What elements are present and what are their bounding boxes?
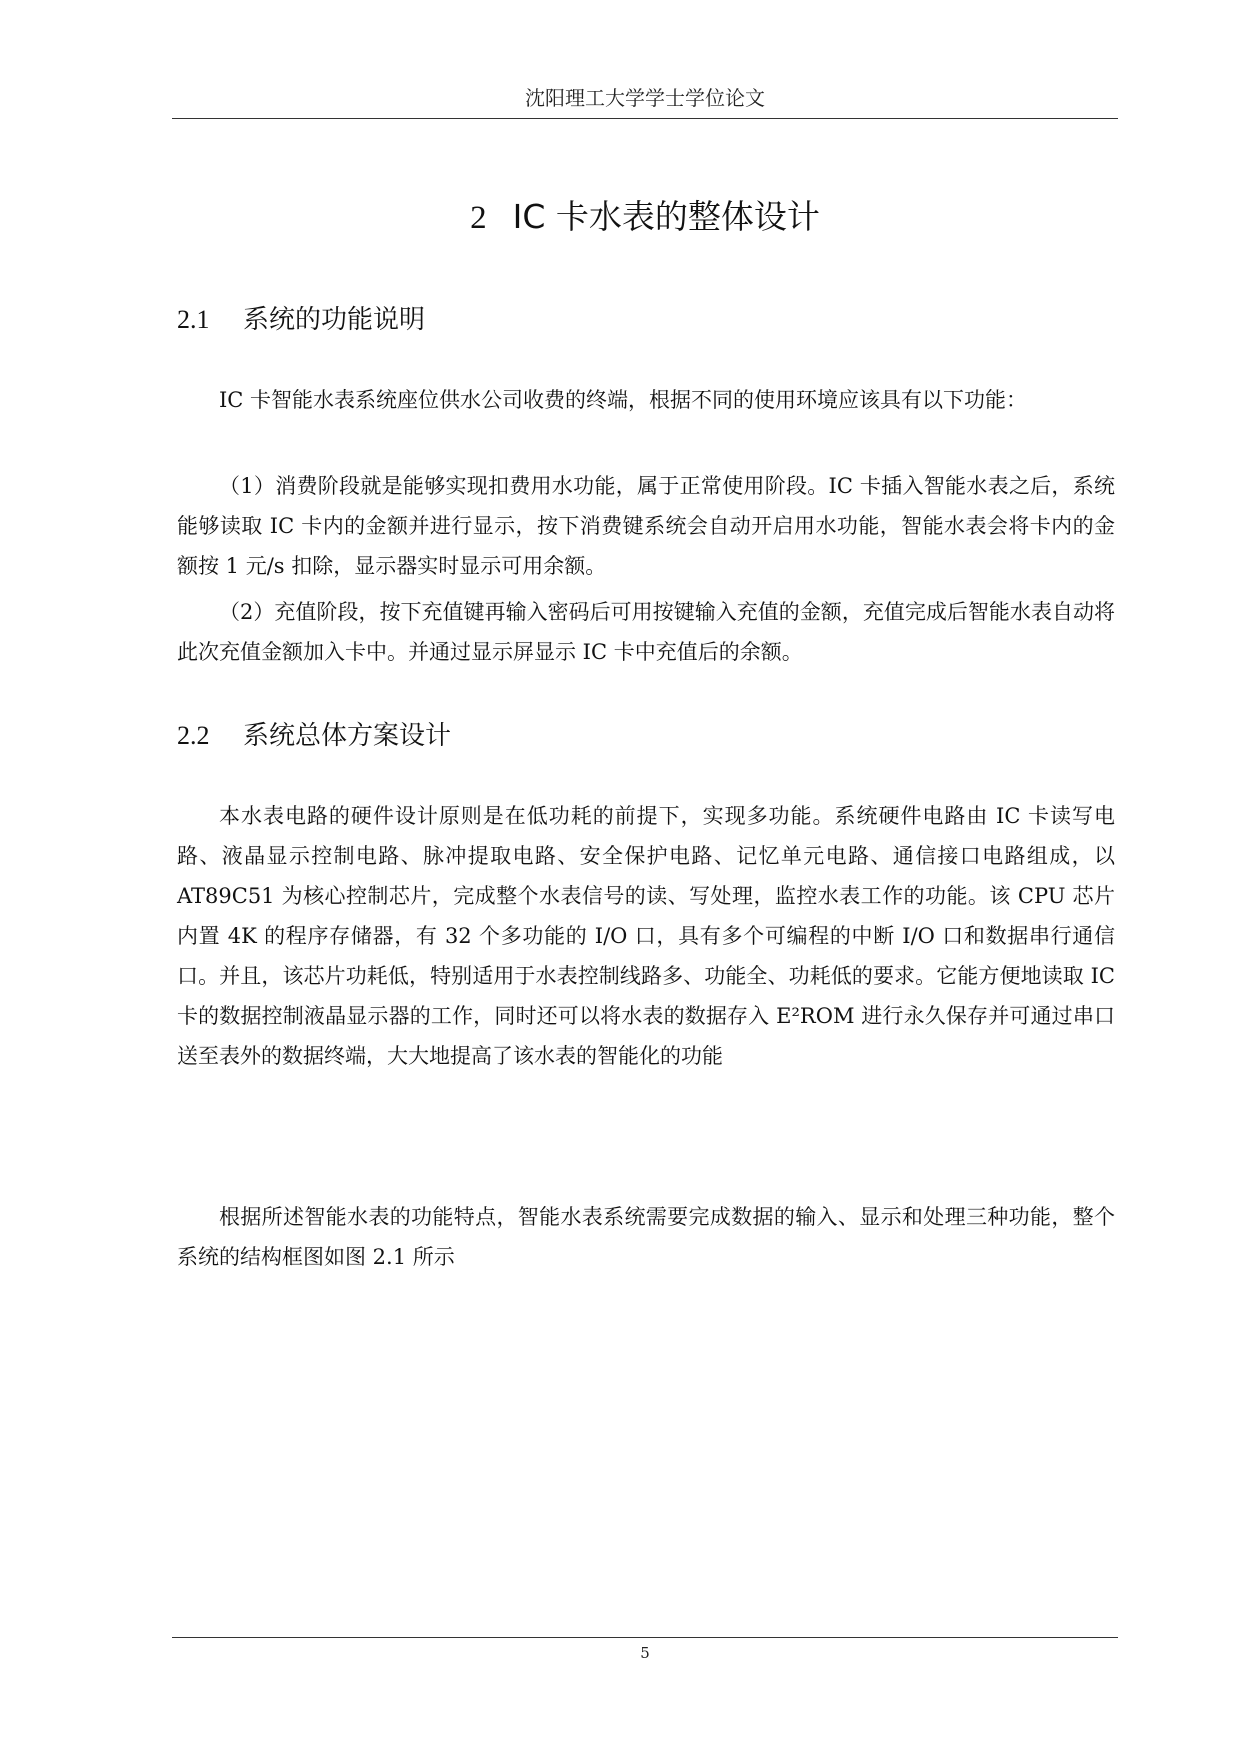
- section-title: 系统总体方案设计: [243, 721, 452, 751]
- section-number: 2.1: [177, 305, 210, 334]
- section-number: 2.2: [177, 721, 210, 750]
- paragraph: （1）消费阶段就是能够实现扣费用水功能，属于正常使用阶段。IC 卡插入智能水表之后，系统能够读取 IC 卡内的金额并进行显示，按下消费键系统会自动开启用水功能，智能水表会将卡内的金额按 1 元/s 扣除，显示器实时显示可用余额。: [177, 474, 1115, 578]
- chapter-title-text: IC 卡水表的整体设计: [512, 197, 820, 236]
- section-heading-2-1: [177, 302, 425, 338]
- page-number: 5: [640, 1644, 650, 1662]
- section-heading-2-2: [177, 718, 451, 754]
- paragraph: 本水表电路的硬件设计原则是在低功耗的前提下，实现多功能。系统硬件电路由 IC 卡读写电路、液晶显示控制电路、脉冲提取电路、安全保护电路、记忆单元电路、通信接口电路组成，以 AT89C51 为核心控制芯片，完成整个水表信号的读、写处理，监控水表工作的功能。该 CPU 芯片内置 4K 的程序存储器，有 32 个多功能的 I/O 口，具有多个可编程的中断 I/O 口和数据串行通信口。并且，该芯片功耗低，特别适用于水表控制线路多、功能全、功耗低的要求。它能方便地读取 IC 卡的数据控制液晶显示器的工作，同时还可以将水表的数据存入 E²ROM 进行永久保存并可通过串口送至表外的数据终端，大大地提高了该水表的智能化的功能: [177, 804, 1115, 1068]
- section-title: 系统的功能说明: [243, 305, 426, 335]
- paragraph: （2）充值阶段，按下充值键再输入密码后可用按键输入充值的金额，充值完成后智能水表自动将此次充值金额加入卡中。并通过显示屏显示 IC 卡中充值后的余额。: [177, 600, 1115, 664]
- paragraph: IC 卡智能水表系统座位供水公司收费的终端，根据不同的使用环境应该具有以下功能：: [219, 388, 1028, 412]
- running-header: [172, 84, 1118, 119]
- chapter-title: [172, 195, 1118, 240]
- paragraph: 根据所述智能水表的功能特点，智能水表系统需要完成数据的输入、显示和处理三种功能，整个系统的结构框图如图 2.1 所示: [177, 1205, 1115, 1269]
- running-header-title: 沈阳理工大学学士学位论文: [525, 86, 765, 110]
- page-footer: [172, 1637, 1118, 1668]
- chapter-number: 2: [470, 200, 487, 236]
